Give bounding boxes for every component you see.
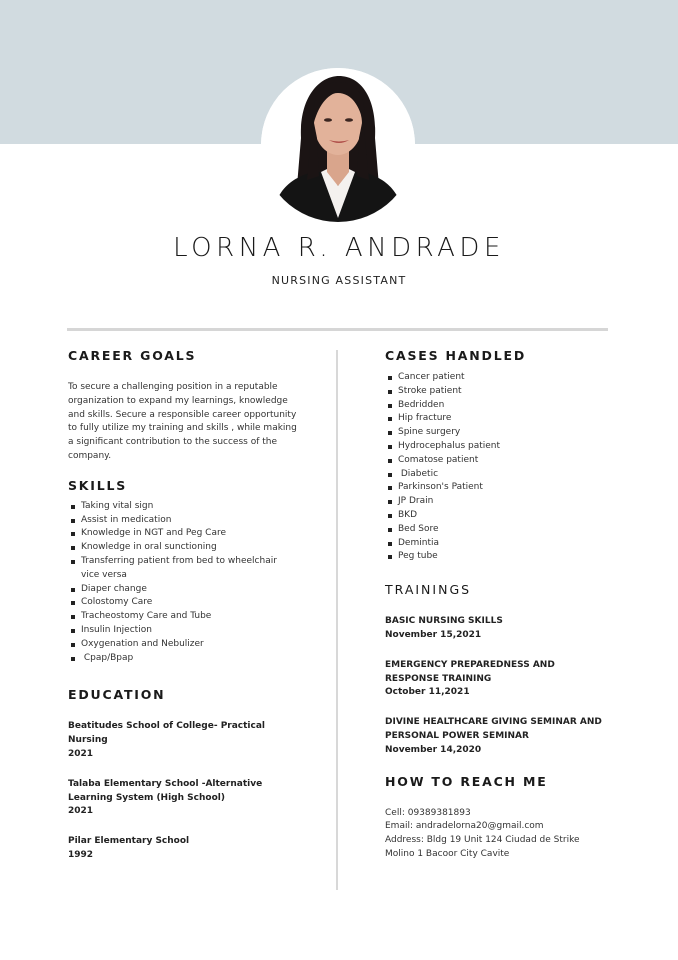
contact-section: [385, 774, 625, 862]
section-heading: SKILLS: [68, 477, 128, 493]
school-name: Beatitudes School of College- Practical Nursing: [68, 721, 266, 746]
contact-email: Email: andradelorna20@gmail.com: [385, 821, 544, 832]
training-entry: [385, 615, 625, 643]
school-year: 2021: [68, 748, 94, 759]
list-item: Diabetic: [385, 468, 625, 482]
cases-list: [385, 371, 625, 564]
list-item: Tracheostomy Care and Tube: [68, 610, 298, 624]
list-item: Bed Sore: [385, 523, 625, 537]
profile-photo-icon: [261, 68, 415, 222]
list-item: Insulin Injection: [68, 624, 298, 638]
list-item: Cancer patient: [385, 371, 625, 385]
contact-address-line2: Molino 1 Bacoor City Cavite: [385, 848, 510, 859]
section-heading: EDUCATION: [68, 687, 166, 703]
contact-address-line1: Address: Bldg 19 Unit 124 Ciudad de Strike: [385, 835, 580, 846]
education-section: [68, 687, 298, 862]
list-item: Knowledge in NGT and Peg Care: [68, 527, 298, 541]
section-heading: HOW TO REACH ME: [385, 773, 548, 789]
list-item: Transferring patient from bed to wheelchair vice versa: [68, 555, 298, 583]
trainings-section: [385, 582, 625, 757]
career-goals-text: To secure a challenging position in a reputable organization to expand my learnings, knowledge and skills. Secure a responsible career opportunity to fully utilize my training and skills , while making a significant contribution to the success of the company.: [68, 382, 297, 461]
list-item: JP Drain: [385, 495, 625, 509]
training-title: EMERGENCY PREPAREDNESS AND RESPONSE TRAINING: [385, 659, 555, 684]
career-goals-section: [68, 348, 298, 464]
contact-cell: Cell: 09389381893: [385, 807, 471, 818]
left-column: [68, 348, 298, 863]
school-year: 1992: [68, 849, 94, 860]
list-item: BKD: [385, 509, 625, 523]
training-entry: [385, 716, 610, 757]
section-heading: CASES HANDLED: [385, 348, 526, 363]
list-item: Knowledge in oral sunctioning: [68, 541, 298, 555]
horizontal-divider: [67, 328, 608, 331]
list-item: Demintia: [385, 537, 625, 551]
list-item: Hydrocephalus patient: [385, 440, 625, 454]
education-entry: [68, 720, 298, 761]
education-entry: [68, 835, 298, 863]
list-item: Colostomy Care: [68, 596, 298, 610]
contact-details: [385, 807, 625, 862]
training-date: October 11,2021: [385, 687, 470, 698]
list-item: Cpap/Bpap: [68, 652, 298, 666]
school-year: 2021: [68, 806, 94, 817]
list-item: Diaper change: [68, 583, 298, 597]
section-heading: CAREER GOALS: [68, 348, 197, 363]
skills-section: [68, 478, 298, 666]
training-date: November 15,2021: [385, 629, 482, 640]
candidate-name: LORNA R. ANDRADE: [173, 233, 505, 263]
list-item: Oxygenation and Nebulizer: [68, 638, 298, 652]
section-heading: TRAININGS: [385, 582, 472, 598]
school-name: Talaba Elementary School -Alternative Learning System (High School): [68, 778, 263, 803]
list-item: Comatose patient: [385, 454, 625, 468]
training-title: DIVINE HEALTHCARE GIVING SEMINAR AND PERSONAL POWER SEMINAR: [385, 717, 602, 741]
education-entry: [68, 778, 268, 819]
vertical-divider: [336, 350, 338, 890]
list-item: Spine surgery: [385, 426, 625, 440]
job-title: NURSING ASSISTANT: [271, 274, 407, 287]
list-item: Bedridden: [385, 399, 625, 413]
cases-handled-section: [385, 348, 625, 564]
skills-list: [68, 500, 298, 666]
training-title: BASIC NURSING SKILLS: [385, 616, 503, 627]
school-name: Pilar Elementary School: [68, 836, 190, 847]
list-item: Assist in medication: [68, 514, 298, 528]
list-item: Taking vital sign: [68, 500, 298, 514]
training-date: November 14,2020: [385, 744, 482, 755]
profile-photo: [261, 68, 415, 222]
list-item: Hip fracture: [385, 412, 625, 426]
training-entry: [385, 659, 610, 700]
list-item: Parkinson's Patient: [385, 481, 625, 495]
right-column: [385, 348, 625, 862]
list-item: Peg tube: [385, 550, 625, 564]
list-item: Stroke patient: [385, 385, 625, 399]
